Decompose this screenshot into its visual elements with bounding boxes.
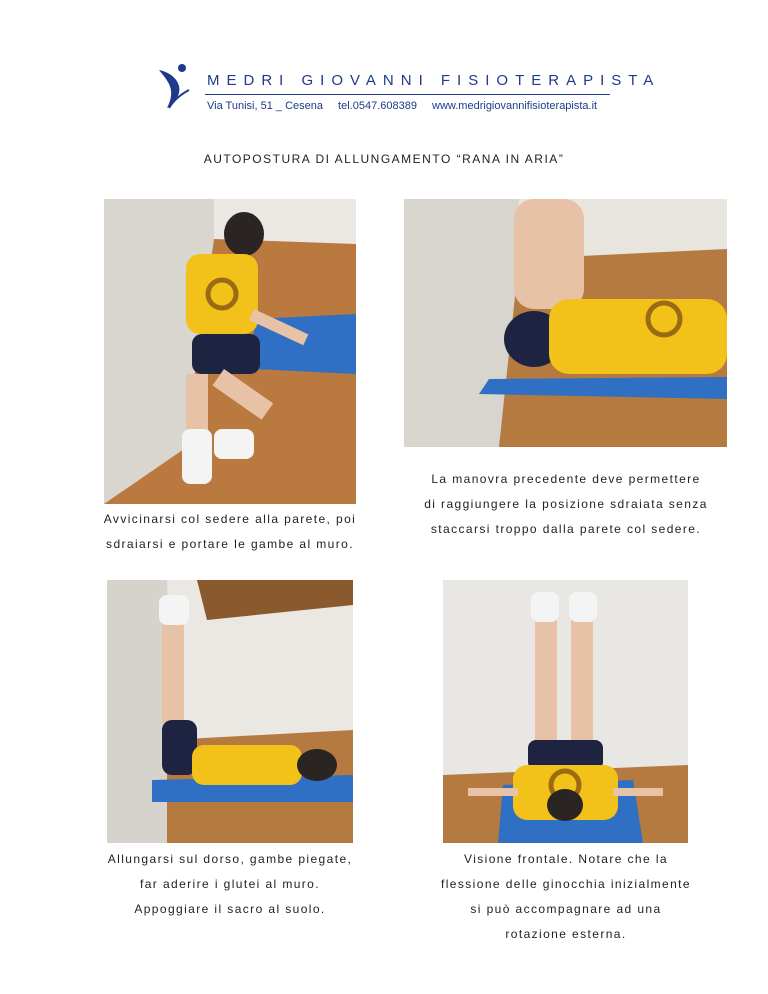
caption-line: Allungarsi sul dorso, gambe piegate, (107, 852, 353, 866)
page-title: AUTOPOSTURA DI ALLUNGAMENTO “RANA IN ARIA” (203, 152, 565, 166)
brand-name: MEDRI GIOVANNI FISIOTERAPISTA (207, 72, 661, 89)
website-text: www.medrigiovannifisioterapista.it (432, 100, 598, 112)
caption-line: Appoggiare il sacro al suolo. (134, 902, 326, 916)
address-text: Via Tunisi, 51 _ Cesena (207, 100, 323, 112)
photo-step-2 (404, 199, 727, 447)
contact-line (207, 100, 609, 112)
caption-step-3 (60, 847, 400, 922)
caption-line: Visione frontale. Notare che la (464, 852, 668, 866)
caption-line: si può accompagnare ad una (470, 902, 662, 916)
caption-line: staccarsi troppo dalla parete col sedere. (430, 522, 702, 536)
caption-line: di raggiungere la posizione sdraiata senza (424, 497, 708, 511)
figure-logo-icon (155, 62, 191, 110)
photo-step-3 (107, 580, 353, 843)
phone-text: tel.0547.608389 (338, 100, 417, 112)
caption-line: flessione delle ginocchia inizialmente (441, 877, 691, 891)
brand-divider (205, 94, 610, 95)
caption-line: Avvicinarsi col sedere alla parete, poi (103, 512, 357, 526)
photo-step-1 (104, 199, 356, 504)
letterhead (155, 62, 661, 122)
caption-line: sdraiarsi e portare le gambe al muro. (106, 537, 354, 551)
caption-line: rotazione esterna. (505, 927, 627, 941)
caption-line: La manovra precedente deve permettere (431, 472, 701, 486)
caption-line: far aderire i glutei al muro. (140, 877, 320, 891)
caption-step-2 (396, 467, 736, 542)
photo-step-4 (443, 580, 688, 843)
caption-step-4 (396, 847, 736, 947)
caption-step-1 (60, 507, 400, 557)
